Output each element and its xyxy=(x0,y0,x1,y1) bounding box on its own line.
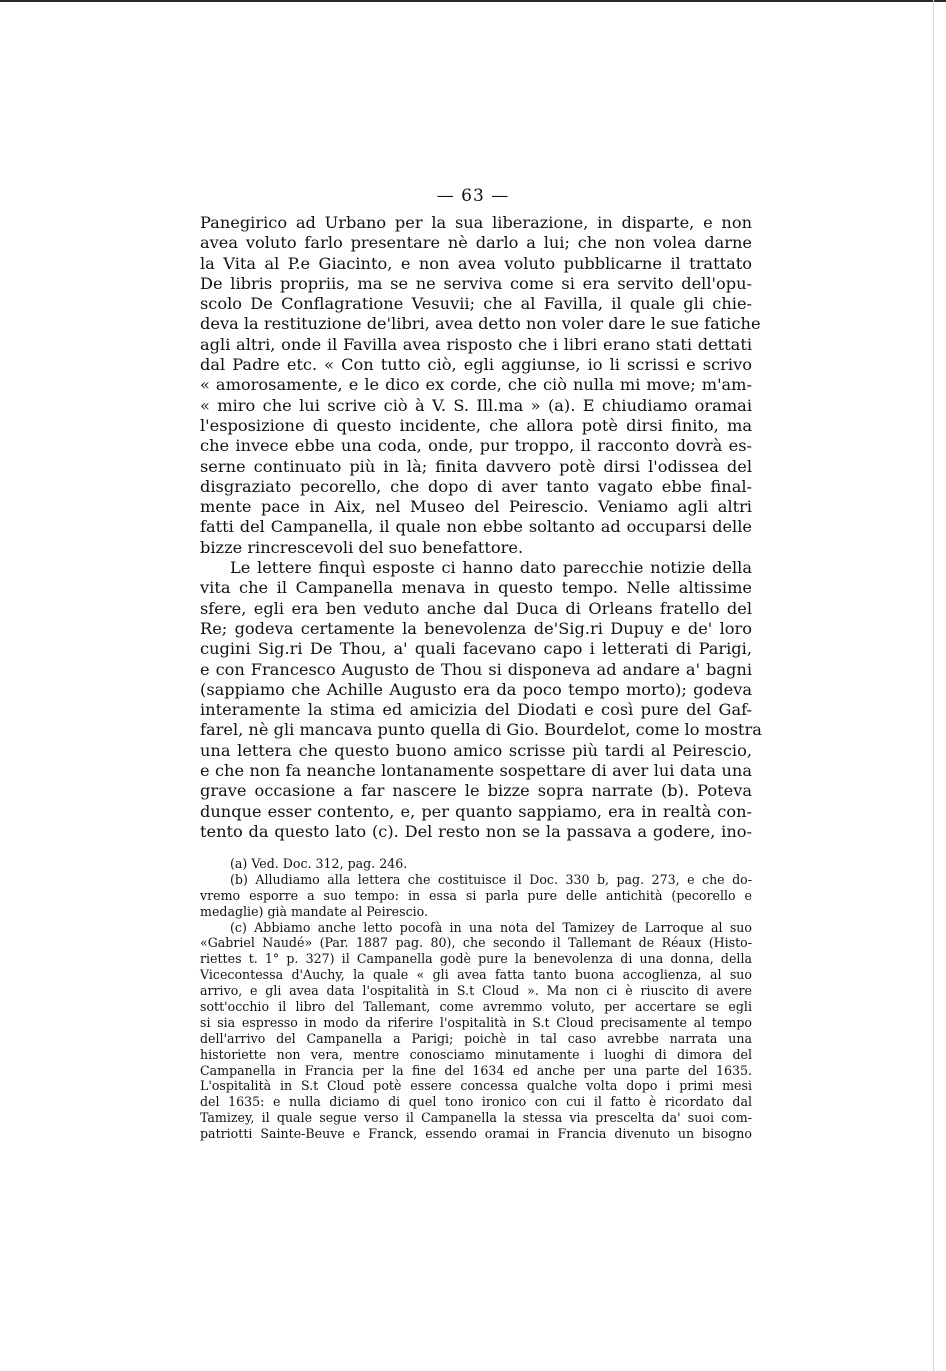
text-line: tento da questo lato (c). Del resto non se la passava a godere, ino- xyxy=(200,821,752,841)
text-line: fatti del Campanella, il quale non ebbe soltanto ad occuparsi delle xyxy=(200,517,752,537)
footnote-line: patriotti Sainte-Beuve e Franck, essendo oramai in Francia divenuto un bisogno xyxy=(200,1126,752,1142)
text-line: « miro che lui scrive ciò à V. S. Ill.ma » (a). E chiudiamo oramai xyxy=(200,395,752,415)
text-line: sfere, egli era ben veduto anche dal Duca di Orleans fratello del xyxy=(200,598,752,618)
text-line: De libris propriis, ma se ne serviva come si era servito dell'opu- xyxy=(200,273,752,293)
page-number: — 63 — xyxy=(436,186,510,206)
text-line: deva la restituzione de'libri, avea detto non voler dare le sue fatiche xyxy=(200,314,761,334)
text-line: serne continuato più in là; finita davvero potè dirsi l'odissea del xyxy=(200,456,752,476)
footnote-c: (c) Abbiamo anche letto pocofà in una nota del Tamizey de Larroque al suo xyxy=(230,919,752,935)
text-line: agli altri, onde il Favilla avea risposto che i libri erano stati dettati xyxy=(200,334,752,354)
footnote-line: medaglie) già mandate al Peirescio. xyxy=(200,903,429,919)
text-line: « amorosamente, e le dico ex corde, che ciò nulla mi move; m'am- xyxy=(200,375,752,395)
footnote-line: «Gabriel Naudé» (Par. 1887 pag. 80), che secondo il Tallemant de Réaux (Histo- xyxy=(200,935,752,951)
footnote-line: del 1635: e nulla diciamo di quel tono ironico con cui il fatto è ricordato dal xyxy=(200,1094,752,1110)
footnote-line: dell'arrivo del Campanella a Parigi; poichè in tal caso avrebbe narrata una xyxy=(200,1030,752,1046)
footnote-line: Tamizey, il quale segue verso il Campanella la stessa via prescelta da' suoi com- xyxy=(200,1110,752,1126)
text-line: Re; godeva certamente la benevolenza de'Sig.ri Dupuy e de' loro xyxy=(200,618,752,638)
text-line: disgraziato pecorello, che dopo di aver tanto vagato ebbe final- xyxy=(200,476,752,496)
text-line: farel, nè gli mancava punto quella di Gio. Bourdelot, come lo mostra xyxy=(200,720,762,740)
text-line: l'esposizione di questo incidente, che allora potè dirsi finito, ma xyxy=(200,415,752,435)
text-line: che invece ebbe una coda, onde, pur troppo, il racconto dovrà es- xyxy=(200,436,752,456)
footnote-line: riettes t. 1° p. 327) il Campanella godè pure la benevolenza di una donna, della xyxy=(200,951,752,967)
text-line: interamente la stima ed amicizia del Diodati e così pure del Gaf- xyxy=(200,700,752,720)
footnote-line: vremo esporre a suo tempo: in essa si parla pure delle antichità (pecorello e xyxy=(200,887,752,903)
footnote-line: L'ospitalità in S.t Cloud potè essere concessa qualche volta dopo i primi mesi xyxy=(200,1078,752,1094)
footnote-a: (a) Ved. Doc. 312, pag. 246. xyxy=(230,856,408,871)
footnotes xyxy=(200,856,752,1142)
text-line: e con Francesco Augusto de Thou si disponeva ad andare a' bagni xyxy=(200,659,752,679)
text-line: dunque esser contento, e, per quanto sappiamo, era in realtà con- xyxy=(200,801,752,821)
footnote-b: (b) Alludiamo alla lettera che costituisce il Doc. 330 b, pag. 273, e che do- xyxy=(230,871,752,887)
text-line: Panegirico ad Urbano per la sua liberazione, in disparte, e non xyxy=(200,213,752,232)
text-line: dal Padre etc. « Con tutto ciò, egli aggiunse, io li scrissi e scrivo xyxy=(200,355,752,375)
paragraph-end-line: bizze rincrescevoli del suo benefattore. xyxy=(200,537,524,557)
text-line: cugini Sig.ri De Thou, a' quali facevano capo i letterati di Parigi, xyxy=(200,639,752,659)
text-line: grave occasione a far nascere le bizze sopra narrate (b). Poteva xyxy=(200,781,752,801)
footnote-line: sott'occhio il libro del Tallemant, come avremmo voluto, per accertare se egli xyxy=(200,999,752,1015)
text-line: mente pace in Aix, nel Museo del Peirescio. Veniamo agli altri xyxy=(200,497,752,517)
page-top-rule xyxy=(0,0,946,2)
text-line: e che non fa neanche lontanamente sospettare di aver lui data una xyxy=(200,761,752,781)
text-line: avea voluto farlo presentare nè darlo a lui; che non volea darne xyxy=(200,233,752,253)
footnote-line: historiette non vera, mentre conosciamo minutamente i luoghi di dimora del xyxy=(200,1046,752,1062)
text-line: scolo De Conflagratione Vesuvii; che al Favilla, il quale gli chie- xyxy=(200,294,752,314)
text-line: vita che il Campanella menava in questo tempo. Nelle altissime xyxy=(200,578,752,598)
text-line: (sappiamo che Achille Augusto era da poco tempo morto); godeva xyxy=(200,679,752,699)
footnote-line: Vicecontessa d'Auchy, la quale « gli avea fatta tanto buona accoglienza, al suo xyxy=(200,967,752,983)
text-line: la Vita al P.e Giacinto, e non avea voluto pubblicarne il trattato xyxy=(200,253,752,273)
paragraph-start-line: Le lettere finquì esposte ci hanno dato parecchie notizie della xyxy=(230,558,752,578)
main-text xyxy=(200,213,762,842)
footnote-line: arrivo, e gli avea data l'ospitalità in S.t Cloud ». Ma non ci è riuscito di avere xyxy=(200,983,752,999)
footnote-line: si sia espresso in modo da riferire l'ospitalità in S.t Cloud precisamente al tempo xyxy=(200,1014,752,1030)
text-line: una lettera che questo buono amico scrisse più tardi al Peirescio, xyxy=(200,740,752,760)
footnote-line: Campanella in Francia per la fine del 1634 ed anche per una parte del 1635. xyxy=(200,1062,752,1078)
